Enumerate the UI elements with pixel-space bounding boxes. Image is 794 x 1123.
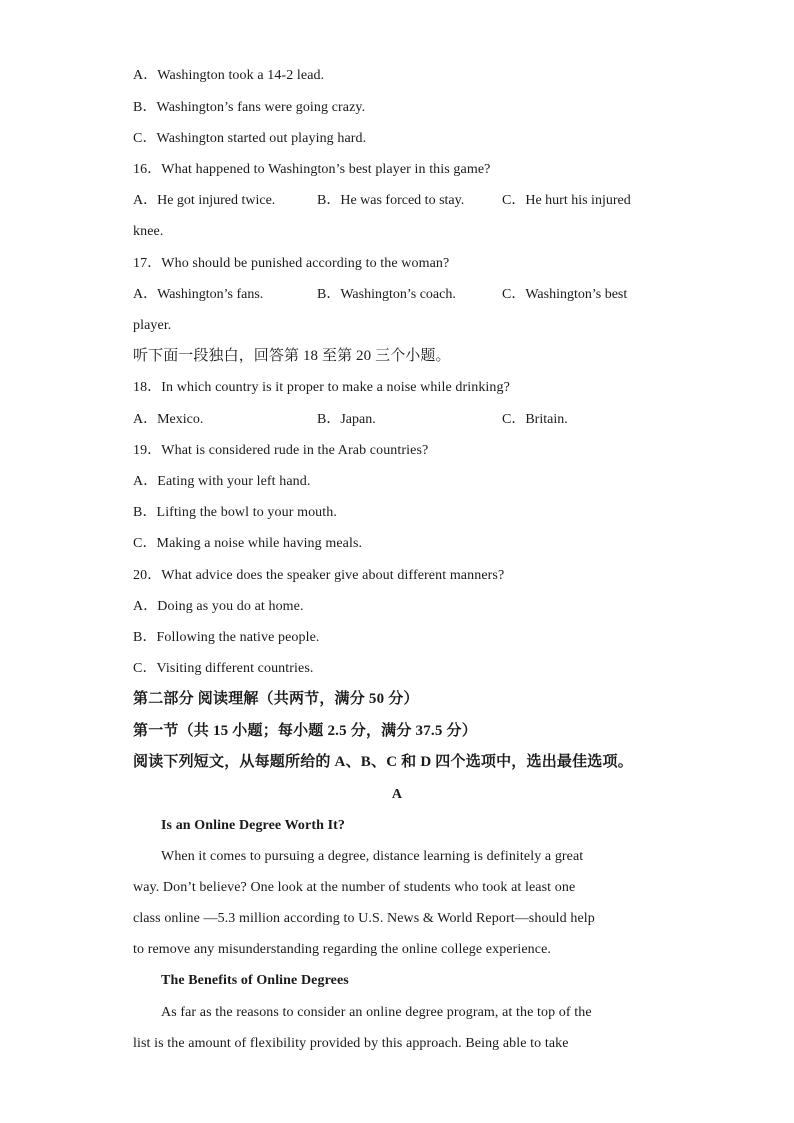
q15-option-c: C．Washington started out playing hard. [133, 131, 367, 146]
q18-option-b: B．Japan. [317, 412, 376, 427]
q18-question: 18．In which country is it proper to make a noise while drinking? [133, 380, 510, 395]
q18-option-a: A．Mexico. [133, 412, 204, 427]
q18-option-c: C．Britain. [502, 412, 568, 427]
paragraph-2-line-2: list is the amount of flexibility provided by this approach. Being able to take [133, 1036, 569, 1051]
passage-title: Is an Online Degree Worth It? [161, 818, 345, 833]
passage-label: A [391, 787, 403, 802]
q15-option-a: A．Washington took a 14-2 lead. [133, 68, 325, 83]
section-title: 第二部分 阅读理解（共两节，满分 50 分） [133, 691, 419, 707]
passage-subheading: The Benefits of Online Degrees [161, 973, 349, 988]
q15-option-b: B．Washington’s fans were going crazy. [133, 100, 366, 115]
q19-option-b: B．Lifting the bowl to your mouth. [133, 505, 337, 520]
q16-option-a: A．He got injured twice. [133, 193, 276, 208]
paragraph-1-line-4: to remove any misunderstanding regarding the online college experience. [133, 942, 552, 957]
paragraph-1-line-2: way. Don’t believe? One look at the number of students who took at least one [133, 880, 576, 895]
paragraph-1-line-1: When it comes to pursuing a degree, distance learning is definitely a great [161, 849, 584, 864]
q16-option-c-continued: knee. [133, 224, 164, 239]
q17-option-a: A．Washington’s fans. [133, 287, 264, 302]
paragraph-2-line-1: As far as the reasons to consider an online degree program, at the top of the [161, 1005, 592, 1020]
q19-option-a: A．Eating with your left hand. [133, 474, 311, 489]
reading-instruction: 阅读下列短文，从每题所给的 A、B、C 和 D 四个选项中，选出最佳选项。 [133, 754, 633, 770]
q20-option-c: C．Visiting different countries. [133, 661, 314, 676]
q17-option-b: B．Washington’s coach. [317, 287, 456, 302]
q20-question: 20．What advice does the speaker give about different manners? [133, 568, 505, 583]
q16-question: 16．What happened to Washington’s best player in this game? [133, 162, 491, 177]
q20-option-b: B．Following the native people. [133, 630, 320, 645]
q19-question: 19．What is considered rude in the Arab countries? [133, 443, 429, 458]
q20-option-a: A．Doing as you do at home. [133, 599, 304, 614]
q16-option-c: C．He hurt his injured [502, 193, 631, 208]
part-one-title: 第一节（共 15 小题；每小题 2.5 分，满分 37.5 分） [133, 723, 477, 739]
q16-option-b: B．He was forced to stay. [317, 193, 465, 208]
q17-question: 17．Who should be punished according to the woman? [133, 256, 450, 271]
q17-option-c: C．Washington’s best [502, 287, 628, 302]
monologue-instruction: 听下面一段独白，回答第 18 至第 20 三个小题。 [133, 348, 451, 364]
q17-option-c-continued: player. [133, 318, 172, 333]
paragraph-1-line-3: class online —5.3 million according to U.S. News & World Report—should help [133, 911, 595, 926]
q19-option-c: C．Making a noise while having meals. [133, 536, 363, 551]
